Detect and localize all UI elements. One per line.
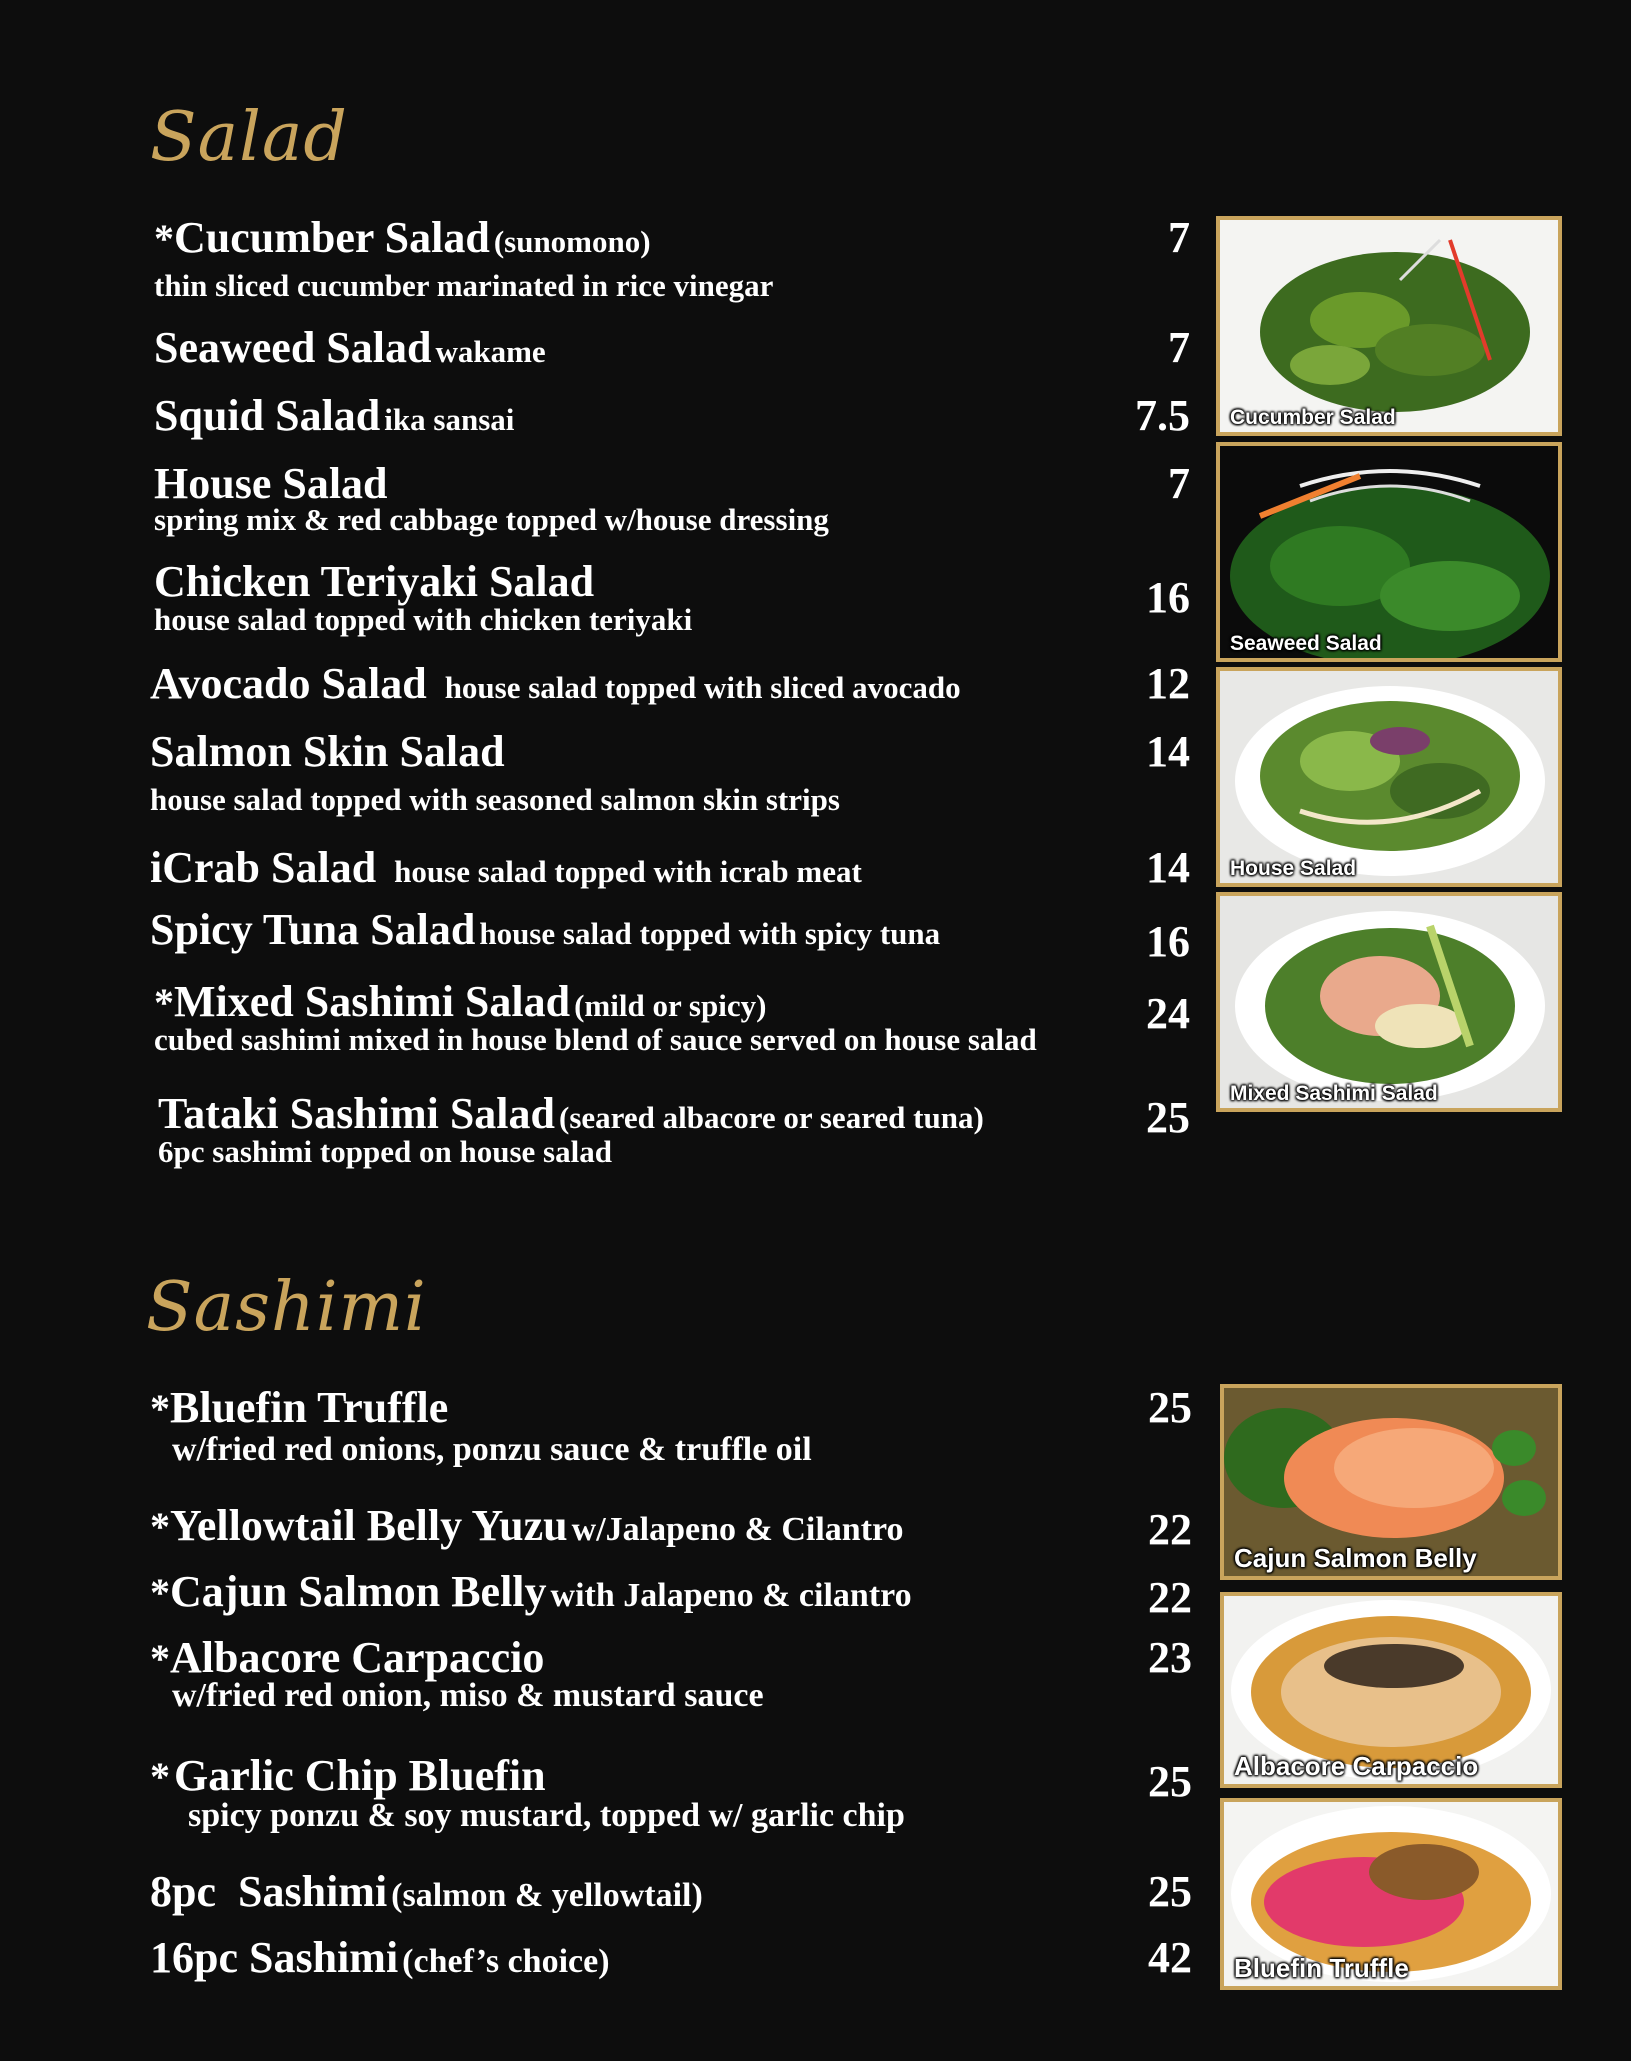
price: 7 [1168,213,1190,262]
item-name: Spicy Tuna Salad [150,905,476,954]
item-name: Seaweed Salad [154,323,432,372]
price: 14 [1146,727,1190,776]
menu-item-squid-salad [154,390,514,441]
price: 25 [1148,1757,1192,1806]
menu-item-bluefin-truffle [150,1382,812,1468]
price: 25 [1148,1867,1192,1916]
menu-item-albacore-carpaccio [150,1632,764,1714]
item-name: Avocado Salad [150,659,427,708]
menu-item-garlic-chip-bluefin [150,1750,905,1834]
photo-cucumber-salad [1216,216,1562,436]
menu-item-avocado-salad [150,658,961,709]
menu-item-cajun-salmon-belly [150,1566,912,1617]
menu-item-cucumber-salad [154,212,773,303]
item-name: 16pc Sashimi [150,1933,399,1982]
sashimi-heading: Sashimi [146,1268,427,1347]
item-description: house salad topped with seasoned salmon skin strips [150,782,840,817]
seaweed-salad-illustration [1220,446,1558,658]
item-star: * [150,1504,170,1549]
item-description: 6pc sashimi topped on house salad [158,1134,612,1169]
item-subtitle: house salad topped with spicy tuna [479,916,941,951]
item-description: spring mix & red cabbage topped w/house dressing [154,502,829,537]
price: 7 [1168,459,1190,508]
item-description: w/fried red onion, miso & mustard sauce [172,1677,764,1714]
item-star: * [150,1386,170,1431]
cucumber-salad-illustration [1220,220,1558,432]
price: 16 [1146,917,1190,966]
item-name: Bluefin Truffle [170,1383,449,1432]
photo-mixed-sashimi-salad [1216,892,1562,1112]
item-subtitle: (mild or spicy) [574,988,767,1023]
item-name: Garlic Chip Bluefin [174,1751,546,1800]
item-name: House Salad [154,459,388,508]
menu-item-salmon-skin-salad [150,726,840,817]
item-subtitle: house salad topped with sliced avocado [444,670,961,705]
house-salad-illustration [1220,671,1558,883]
mixed-sashimi-salad-illustration [1220,896,1558,1108]
menu-item-8pc-sashimi [150,1866,703,1917]
item-subtitle: (sunomono) [493,224,651,259]
menu-item-16pc-sashimi [150,1932,610,1983]
item-name: Cajun Salmon Belly [170,1567,547,1616]
price: 24 [1146,989,1190,1038]
item-subtitle: (seared albacore or seared tuna) [559,1100,984,1135]
menu-item-spicy-tuna-salad [150,904,940,955]
item-subtitle: (salmon & yellowtail) [391,1877,703,1914]
item-name: Squid Salad [154,391,381,440]
price: 25 [1148,1383,1192,1432]
item-subtitle: ika sansai [384,402,515,437]
item-description: house salad topped with chicken teriyaki [154,602,693,637]
menu-item-tataki-sashimi-salad [158,1088,984,1169]
photo-caption: Bluefin Truffle [1234,1953,1409,1983]
item-name: iCrab Salad [150,843,377,892]
photo-seaweed-salad [1216,442,1562,662]
photo-caption: Cajun Salmon Belly [1234,1543,1477,1573]
menu-item-seaweed-salad [154,322,546,373]
photo-cajun-salmon-belly [1220,1384,1562,1580]
photo-caption: Seaweed Salad [1230,632,1382,655]
photo-house-salad [1216,667,1562,887]
price: 22 [1148,1505,1192,1554]
item-subtitle: with Jalapeno & cilantro [550,1577,912,1614]
price: 14 [1146,843,1190,892]
item-description: w/fried red onions, ponzu sauce & truffle oil [172,1431,812,1468]
item-description: thin sliced cucumber marinated in rice vinegar [154,268,774,303]
item-name: Cucumber Salad [174,213,490,262]
item-subtitle: (chef’s choice) [402,1943,610,1980]
menu-item-house-salad [154,458,829,537]
menu-item-chicken-teriyaki-salad [154,556,692,637]
item-star: * [150,1754,170,1799]
item-star: * [150,1636,170,1681]
item-description: cubed sashimi mixed in house blend of sauce served on house salad [154,1022,1037,1057]
price: 7.5 [1135,391,1190,440]
item-description: spicy ponzu & soy mustard, topped w/ garlic chip [188,1797,905,1834]
price: 12 [1146,659,1190,708]
photo-bluefin-truffle [1220,1798,1562,1990]
salad-heading: Salad [150,98,348,177]
item-star: * [154,216,174,261]
price: 7 [1168,323,1190,372]
item-name: 8pc Sashimi [150,1867,388,1916]
item-name: Chicken Teriyaki Salad [154,557,595,606]
item-star: * [154,980,174,1025]
price: 23 [1148,1633,1192,1682]
item-name: Tataki Sashimi Salad [158,1089,555,1138]
item-name: Albacore Carpaccio [170,1633,545,1682]
item-subtitle: w/Jalapeno & Cilantro [571,1511,904,1548]
price: 16 [1146,573,1190,622]
item-star: * [150,1570,170,1615]
photo-caption: Cucumber Salad [1230,406,1396,429]
photo-albacore-carpaccio [1220,1592,1562,1788]
item-name: Yellowtail Belly Yuzu [170,1501,568,1550]
price: 22 [1148,1573,1192,1622]
item-subtitle: house salad topped with icrab meat [394,854,862,889]
item-name: Mixed Sashimi Salad [174,977,571,1026]
item-name: Salmon Skin Salad [150,727,505,776]
price: 42 [1148,1933,1192,1982]
price: 25 [1146,1093,1190,1142]
menu-item-icrab-salad [150,842,862,893]
menu-item-mixed-sashimi-salad [154,976,1037,1057]
photo-caption: Mixed Sashimi Salad [1230,1082,1438,1105]
menu-item-yellowtail-belly-yuzu [150,1500,904,1551]
photo-caption: Albacore Carpaccio [1234,1751,1479,1781]
item-subtitle: wakame [435,334,546,369]
photo-caption: House Salad [1230,857,1357,880]
